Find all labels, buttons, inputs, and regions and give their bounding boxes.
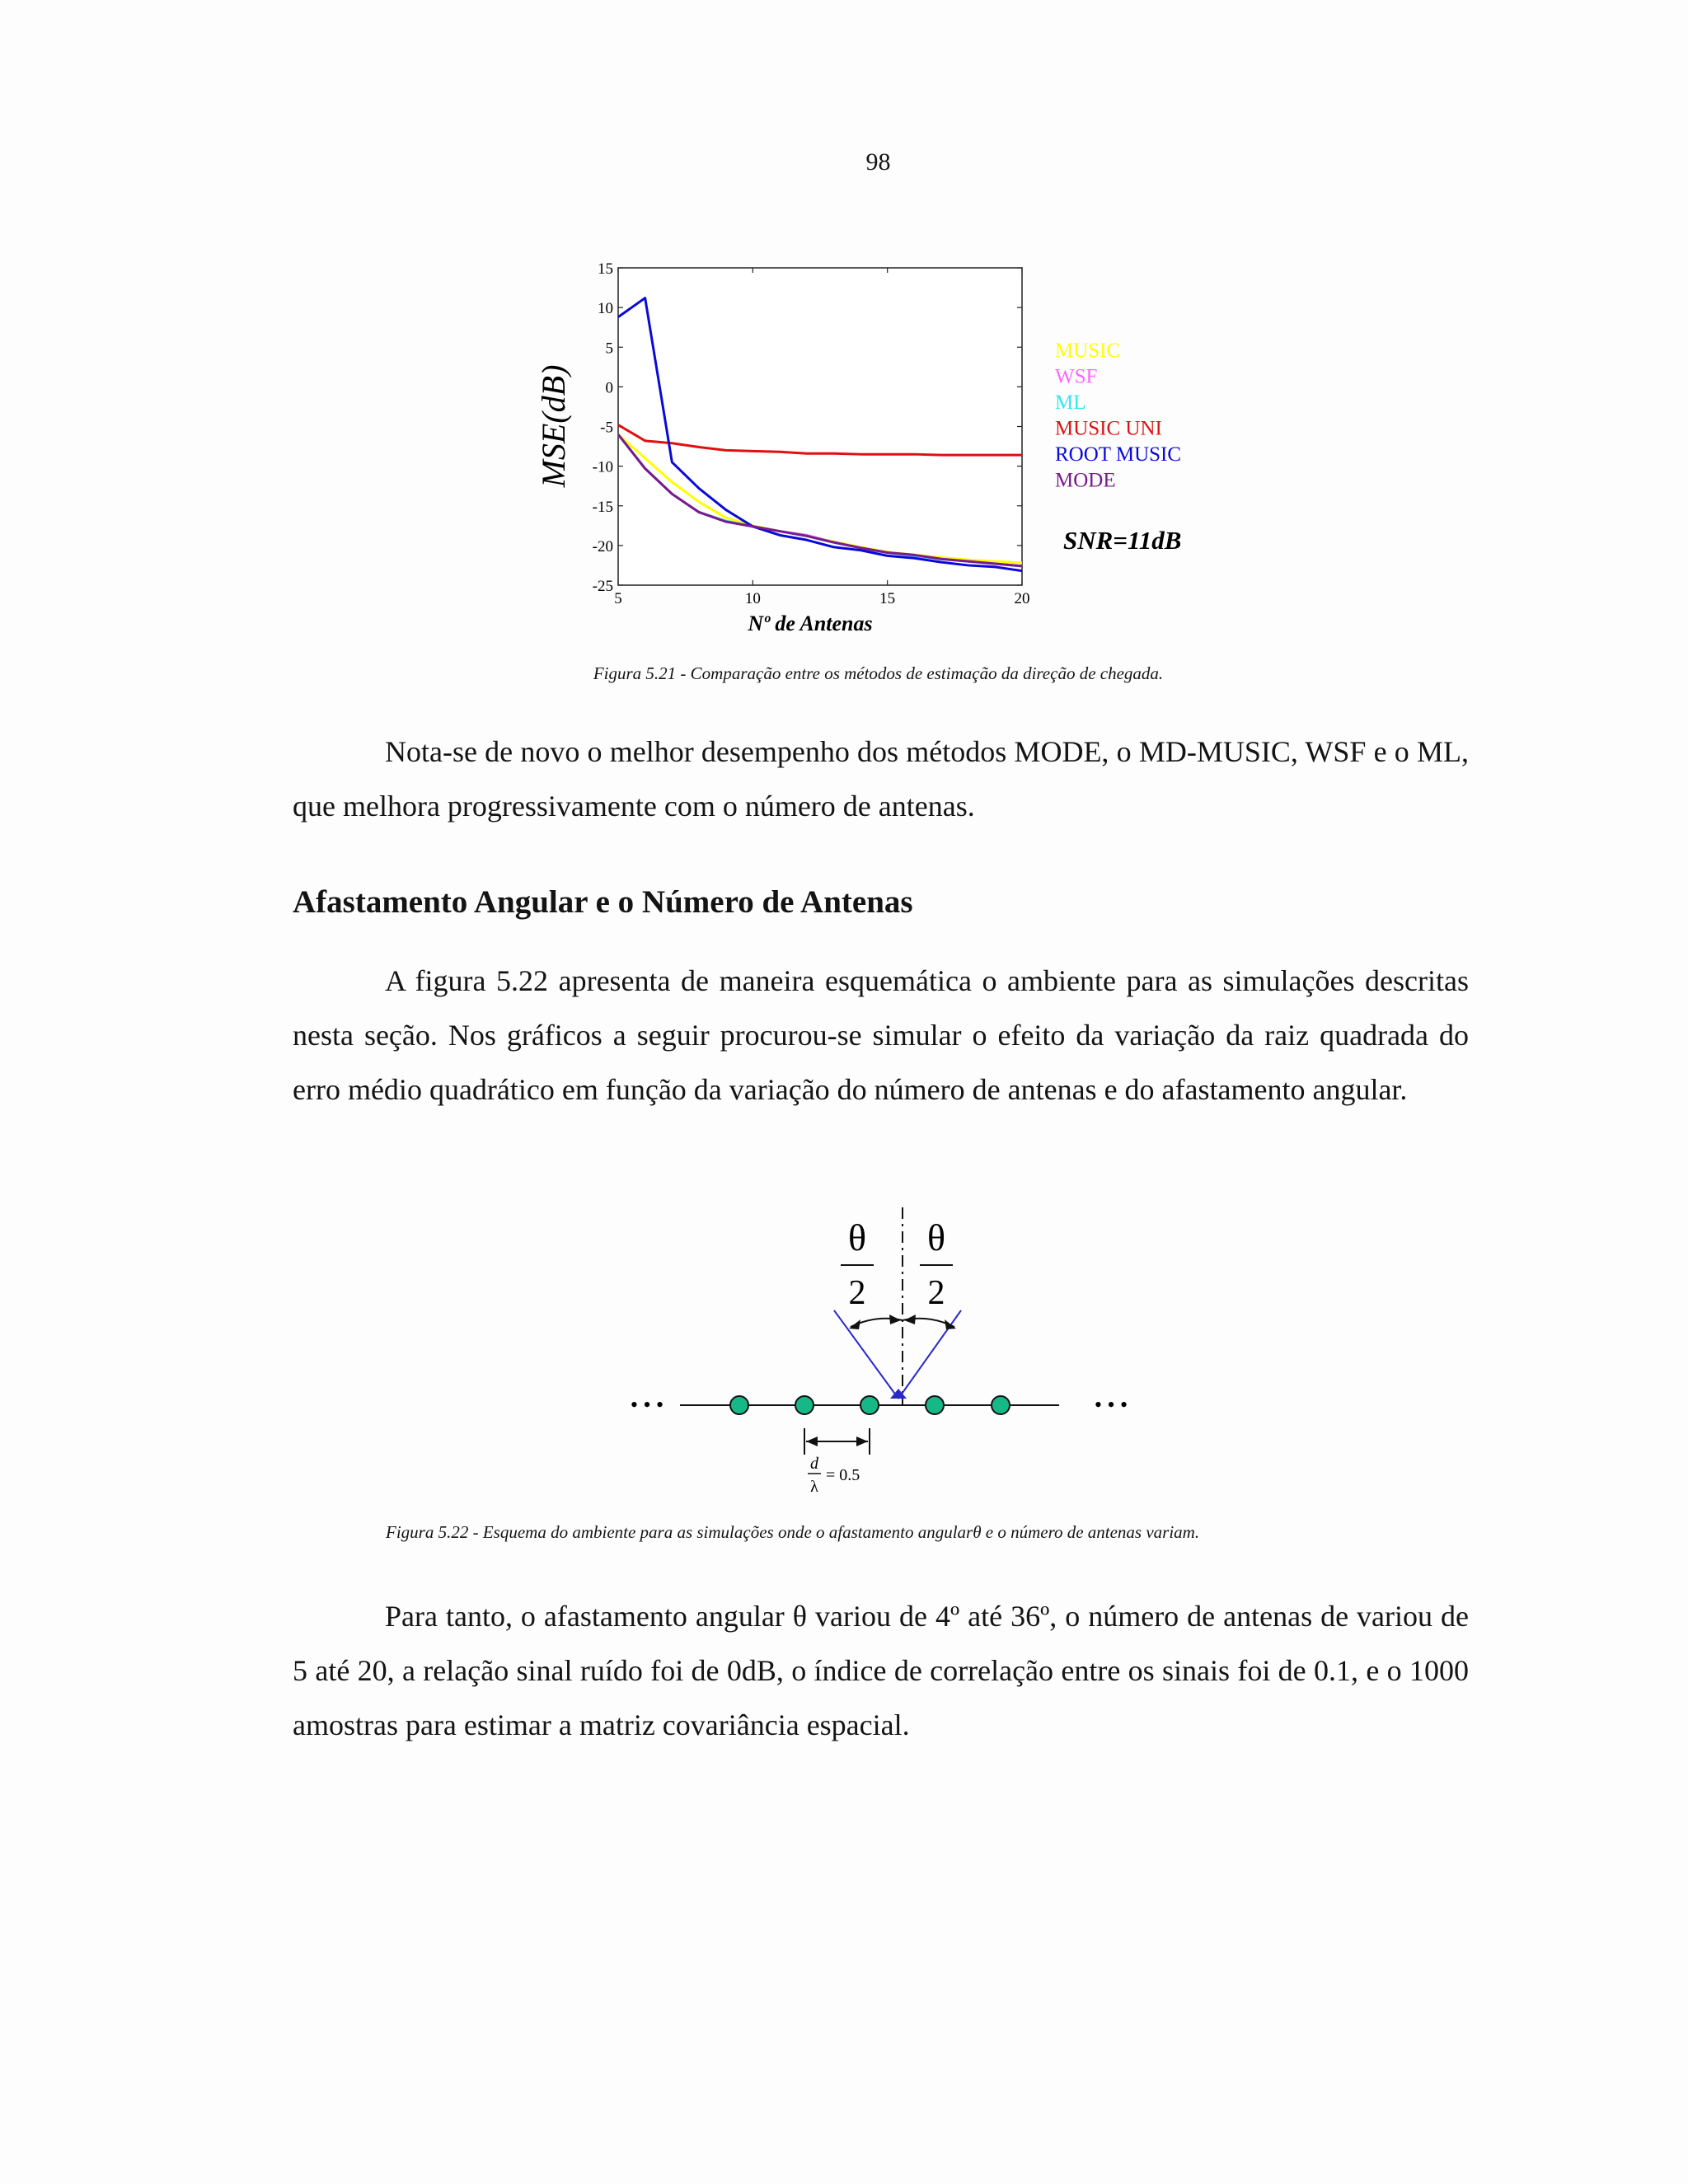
legend-entry-wsf: WSF (1055, 365, 1098, 388)
antenna-array-diagram (602, 1199, 1179, 1504)
ellipsis-left: • • • (630, 1393, 664, 1417)
lambda-label: λ (810, 1478, 818, 1496)
legend-entry-root-music: ROOT MUSIC (1055, 443, 1182, 466)
beam-line-left (834, 1310, 898, 1399)
beam-line-right (898, 1310, 961, 1399)
antenna-element (730, 1396, 748, 1414)
y-tick-label: -15 (592, 498, 613, 516)
paragraph-3 (293, 1589, 1469, 1752)
paragraph-2 (293, 954, 1469, 1117)
antenna-element (860, 1396, 879, 1414)
ellipsis-right: • • • (1094, 1393, 1128, 1417)
figure-5-21-caption: Figura 5.21 - Comparação entre os métodos de estimação da direção de chegada. (593, 663, 1164, 683)
paragraph-2-text: A figura 5.22 apresenta de maneira esquemática o ambiente para as simulações descritas nesta seção. Nos gráficos a seguir procurou-se simular o efeito da variação da raiz quadrada do erro médio quadrático em função da variação do número de antenas e do afastamento angular. (293, 964, 1469, 1106)
denominator-right: 2 (927, 1274, 945, 1312)
x-tick-label: 10 (744, 590, 761, 607)
y-tick-label: -20 (592, 537, 613, 555)
figure-5-22-caption: Figura 5.22 - Esquema do ambiente para as simulações onde o afastamento angularθ e o número de antenas variam. (386, 1522, 1200, 1542)
x-tick-label: 20 (1014, 590, 1030, 607)
legend-entry-ml: ML (1055, 391, 1086, 414)
arrowhead-left-outer (849, 1319, 860, 1329)
y-tick-label: -10 (592, 458, 613, 476)
legend-entry-music: MUSIC (1055, 340, 1121, 362)
paragraph-3-text: Para tanto, o afastamento angular θ variou de 4º até 36º, o número de antenas de variou de 5 até 20, a relação sinal ruído foi de 0dB, o índice de correlação entre os sinais foi de 0.1, e o 1000 amostras para estimar a matriz covariância espacial. (293, 1600, 1469, 1741)
d-label: d (810, 1455, 818, 1473)
x-axis-label: Nº de Antenas (748, 612, 873, 635)
arrowhead-right-inner (904, 1315, 916, 1324)
theta-right: θ (926, 1216, 946, 1258)
legend-entry-music-uni: MUSIC UNI (1055, 417, 1162, 440)
y-tick-label: 15 (598, 260, 613, 278)
legend-entry-mode: MODE (1055, 469, 1116, 492)
y-tick-label: -25 (592, 578, 613, 595)
arrowhead-left-inner (889, 1315, 901, 1324)
spacing-arrow-left (806, 1436, 818, 1446)
spacing-arrow-right (856, 1436, 868, 1446)
y-tick-label: 0 (605, 379, 613, 397)
theta-left: θ (847, 1216, 867, 1258)
mse-line-chart (528, 247, 1236, 643)
y-axis-label: MSE(dB) (535, 364, 572, 488)
ratio-value: = 0.5 (826, 1466, 860, 1484)
antenna-element (795, 1396, 814, 1414)
y-tick-label: 5 (605, 340, 613, 358)
paragraph-1 (293, 724, 1469, 833)
x-tick-label: 5 (614, 590, 622, 607)
chart-legend (1055, 340, 1181, 492)
antenna-element (992, 1396, 1010, 1414)
paragraph-1-text: Nota-se de novo o melhor desempenho dos métodos MODE, o MD-MUSIC, WSF e o ML, que melhora progressivamente com o número de antenas. (293, 735, 1469, 823)
section-heading: Afastamento Angular e o Número de Antenas (293, 884, 913, 920)
y-tick-label: 10 (598, 300, 613, 318)
denominator-left: 2 (848, 1274, 866, 1312)
page-number: 98 (865, 148, 891, 176)
antenna-element (926, 1396, 944, 1414)
x-tick-label: 15 (879, 590, 896, 607)
snr-annotation: SNR=11dB (1063, 526, 1182, 555)
y-tick-label: -5 (600, 419, 613, 437)
